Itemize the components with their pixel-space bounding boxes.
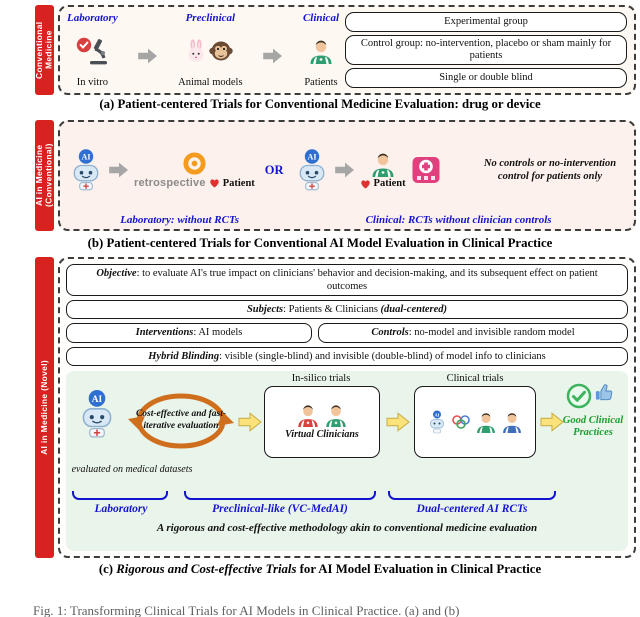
panel-c [35, 257, 636, 558]
dual-centered-stage-label: Dual-centered AI RCTs [416, 502, 528, 515]
svg-text:AI: AI [434, 411, 440, 417]
clinical-trials-label: Clinical trials [446, 372, 504, 384]
retrospective-label: retrospective [134, 177, 206, 189]
ai-robot-icon [427, 410, 447, 434]
cycle-text: Cost-effective and fast-iterative evaluation [135, 409, 227, 431]
dual-centered-bracket [388, 491, 556, 500]
controls-box: Controls: no-model and invisible random model [318, 323, 628, 342]
doctor-icon [501, 411, 523, 433]
patient-label: Patient [222, 177, 255, 189]
or-label: OR [264, 162, 284, 177]
blinding-box: Single or double blind [345, 68, 627, 88]
panel-c-side-label: AI in Medicine (Novel) [35, 257, 54, 558]
conventional-pipeline [67, 12, 339, 88]
control-group-box: Control group: no-intervention, placebo or sham mainly for patients [345, 35, 627, 64]
clinical-label: Patients [304, 77, 338, 88]
clinical-header: Clinical [302, 12, 339, 24]
virtual-clinicians-label: Virtual Clinicians [285, 429, 359, 441]
laboratory-label: In vitro [76, 77, 108, 88]
panel-a-side-label: Conventional Medicine [35, 5, 54, 95]
retrospective-data-group [134, 151, 255, 189]
arrow-right-icon [335, 161, 355, 179]
panel-b-side-label: AI in Medicine (Conventional) [35, 120, 54, 231]
insilico-trials-label: In-silico trials [291, 372, 351, 384]
doctor-icon [370, 151, 396, 177]
laboratory-bracket [72, 491, 168, 500]
preclinical-label: Animal models [178, 77, 243, 88]
microscope-icon [76, 36, 108, 66]
figure-caption: Fig. 1: Transforming Clinical Trials for AI Models in Clinical Practice. (a) and (b) [33, 603, 460, 617]
panel-c-box [58, 257, 636, 558]
caption-c: (c) Rigorous and Cost-effective Trials for AI Model Evaluation in Clinical Practice [98, 562, 542, 576]
patient-doctor-group [360, 151, 406, 189]
doctor-icon [308, 38, 334, 64]
interventions-box: Interventions: AI models [66, 323, 312, 342]
no-controls-note: No controls or no-intervention control for patients only [483, 157, 617, 182]
thumbs-up-icon [595, 383, 613, 401]
arrow-right-icon [109, 161, 129, 179]
clinical-column [303, 12, 339, 88]
doctor-icon [296, 403, 320, 427]
clinical-rcts-label: Clinical: RCTs without clinician controls [365, 214, 552, 226]
preclinical-header: Preclinical [185, 12, 236, 24]
evaluated-datasets-label: evaluated on medical datasets [71, 463, 193, 475]
subjects-box: Subjects: Patients & Clinicians (dual-centered) [66, 300, 628, 319]
svg-text:AI: AI [81, 152, 91, 162]
panel-b-box [58, 120, 636, 231]
heart-icon [209, 178, 220, 188]
clinical-trials-box [414, 386, 536, 458]
caption-a: (a) Patient-centered Trials for Conventional Medicine Evaluation: drug or device [99, 97, 541, 111]
outcome-icons [566, 383, 613, 409]
hybrid-blinding-box: Hybrid Blinding: visible (single-blind) and invisible (double-blind) of model info to clinicians [66, 347, 628, 366]
arrow-right-icon [386, 411, 410, 433]
laboratory-without-rcts-label: Laboratory: without RCTs [120, 214, 239, 226]
preclinical-like-bracket [184, 491, 376, 500]
svg-text:AI: AI [307, 152, 317, 162]
laboratory-header: Laboratory [67, 12, 118, 24]
arrow-right-icon [238, 411, 262, 433]
ai-robot-icon [294, 148, 330, 192]
panel-a [35, 5, 636, 95]
hospital-icon [411, 155, 441, 185]
caption-b: (b) Patient-centered Trials for Conventional AI Model Evaluation in Clinical Practice [87, 236, 553, 250]
panel-a-box [58, 5, 636, 95]
good-clinical-practices-label: Good Clinical Practices [562, 414, 624, 439]
svg-text:AI: AI [91, 394, 103, 405]
panel-b [35, 120, 636, 231]
ai-robot-icon [68, 148, 104, 192]
iterative-cycle [122, 385, 240, 457]
heart-icon [360, 179, 371, 189]
methodology-note: A rigorous and cost-effective methodology akin to conventional medicine evaluation [156, 521, 538, 534]
model-rings-icon [451, 415, 471, 429]
evaluation-flow-zone [66, 371, 628, 551]
retrospective-logo-icon [182, 151, 207, 176]
laboratory-stage-label: Laboratory [94, 502, 148, 515]
preclinical-column [178, 12, 242, 88]
doctor-icon [324, 403, 348, 427]
rabbit-icon [186, 39, 206, 63]
preclinical-like-stage-label: Preclinical-like (VC-MedAI) [212, 502, 348, 515]
objective-box: Objective: to evaluate AI's true impact on clinicians' behavior and decision-making, and its subsequent effect on patient outcomes [66, 264, 628, 296]
monkey-icon [208, 39, 234, 63]
laboratory-column [67, 12, 118, 88]
doctor-icon [475, 411, 497, 433]
trial-design-boxes [345, 12, 627, 88]
arrow-right-icon [263, 47, 283, 65]
experimental-group-box: Experimental group [345, 12, 627, 32]
checkmark-icon [566, 383, 592, 409]
virtual-clinicians-box [264, 386, 380, 458]
patient-label: Patient [373, 178, 406, 189]
ai-robot-icon [76, 389, 118, 439]
arrow-right-icon [138, 47, 158, 65]
